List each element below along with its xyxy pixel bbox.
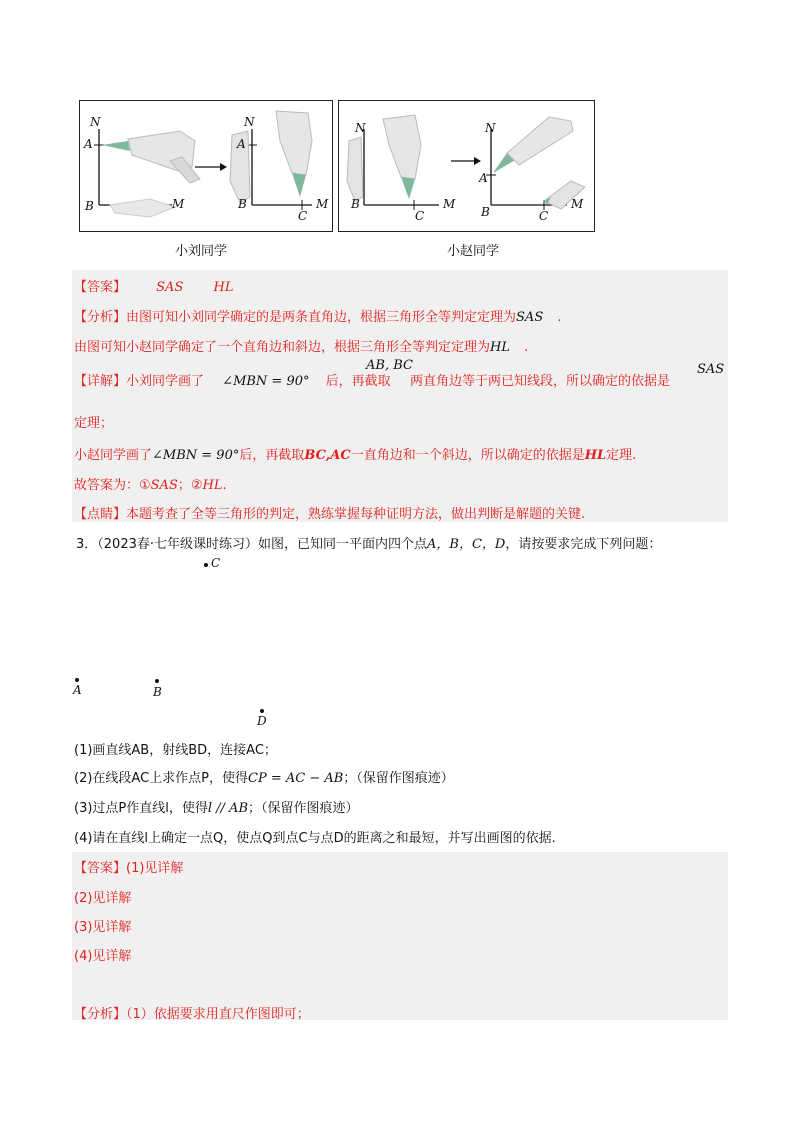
- point-C-label: C: [211, 556, 221, 570]
- label-C2: C: [298, 209, 308, 223]
- problem3-stem: [76, 533, 661, 552]
- label-B3: B: [351, 197, 360, 211]
- point-A-dot: [75, 678, 79, 682]
- q2c: ；（保留作图痕迹）: [343, 771, 454, 786]
- detail-2a: 小赵同学画了: [74, 448, 153, 463]
- point-B-label: B: [153, 685, 162, 699]
- solution3-answer-line: [74, 857, 183, 876]
- label-C3: C: [415, 209, 425, 223]
- stem-b: ，请按要求完成下列问题：: [505, 537, 662, 552]
- detail-1a: 小刘同学画了: [126, 374, 205, 389]
- detail-2e: 一直角边和一个斜边，所以确定的依据是: [350, 448, 585, 463]
- detail-line-2: [74, 444, 636, 463]
- point-C-dot: [204, 563, 208, 567]
- final-answer-line: [74, 474, 227, 493]
- point-D-label: D: [257, 714, 267, 728]
- point-D-dot: [260, 709, 264, 713]
- detail-line-1: [74, 370, 391, 389]
- label-B2: B: [238, 197, 247, 211]
- answer-2: HL: [213, 280, 234, 295]
- comment-tag: 【点睛】: [74, 507, 127, 522]
- q3a: (3)过点P作直线l，使得: [74, 801, 208, 816]
- label-M3: M: [443, 197, 456, 211]
- q2a: (2)在线段AC上求作点P，使得: [74, 771, 248, 786]
- analysis-2c: .: [524, 340, 529, 355]
- question-3: [74, 797, 359, 816]
- answer-tag: 【答案】: [74, 280, 127, 295]
- detail-1b: ∠MBN = 90°: [222, 374, 310, 389]
- label-C4: C: [539, 209, 549, 223]
- solution3-analysis-tag: 【分析】: [74, 1007, 127, 1022]
- analysis-2b: HL: [490, 340, 510, 355]
- q3c: ；（保留作图痕迹）: [248, 801, 359, 816]
- label-N4: N: [485, 121, 496, 135]
- final-c: ；②: [177, 478, 203, 493]
- analysis-1a: 由图可知小刘同学确定的是两条直角边，根据三角形全等判定定理为: [126, 310, 517, 325]
- stem-a: 3．（2023春·七年级课时练习）如图，已知同一平面内四个点: [76, 537, 427, 552]
- solution3-a1: (1)见详解: [126, 861, 184, 876]
- comment-text: 本题考查了全等三角形的判定，熟练掌握每种证明方法，做出判断是解题的关键.: [126, 507, 586, 522]
- label-N1: N: [90, 115, 101, 129]
- stem-points: A，B，C，D: [427, 537, 506, 552]
- final-d: HL: [202, 478, 223, 493]
- label-M2: M: [316, 197, 329, 211]
- answer-1: SAS: [156, 280, 184, 295]
- detail-1d: AB, BC: [366, 358, 413, 373]
- figure-xiaozhao-drawing: [339, 101, 594, 231]
- detail-1c: 后，再截取: [325, 374, 391, 389]
- detail-tag: 【详解】: [74, 374, 127, 389]
- solution3-a4: (4)见详解: [74, 949, 132, 964]
- final-e: .: [222, 478, 227, 493]
- final-a: 故答案为：①: [74, 478, 151, 493]
- analysis-2a: 由图可知小赵同学确定了一个直角边和斜边，根据三角形全等判定定理为: [74, 340, 491, 355]
- label-M1: M: [172, 197, 185, 211]
- q3b: l // AB: [207, 801, 248, 816]
- comment-line: [74, 503, 585, 522]
- analysis-1c: .: [557, 310, 562, 325]
- label-N3: N: [355, 121, 366, 135]
- detail-2c: 后，再截取: [239, 448, 305, 463]
- detail-2d: BC,AC: [304, 448, 351, 463]
- question-4: (4)请在直线l上确定一点Q，使点Q到点C与点D的距离之和最短，并写出画图的依据.: [74, 831, 556, 846]
- question-2: [74, 767, 454, 786]
- detail-2f: HL: [584, 448, 607, 463]
- caption-xiaoliu: 小刘同学: [175, 244, 228, 259]
- figure-xiaoliu: [79, 100, 333, 232]
- label-M4: M: [571, 197, 584, 211]
- solution3-analysis-text: （1）依据要求用直尺作图即可；: [126, 1007, 310, 1022]
- final-b: SAS: [150, 478, 178, 493]
- solution3-answer-tag: 【答案】: [74, 861, 127, 876]
- analysis-line-2: [74, 336, 528, 355]
- label-A4: A: [479, 171, 488, 185]
- caption-xiaozhao: 小赵同学: [447, 244, 500, 259]
- label-A2: A: [237, 137, 246, 151]
- detail-2b: ∠MBN = 90°: [152, 448, 240, 463]
- analysis-1b: SAS: [516, 310, 544, 325]
- detail-2g: 定理.: [606, 448, 637, 463]
- analysis-tag: 【分析】: [74, 310, 127, 325]
- solution3-analysis-line: [74, 1003, 310, 1022]
- figure-xiaoliu-drawing: [80, 101, 332, 231]
- solution3-a3: (3)见详解: [74, 920, 132, 935]
- solution3-a2: (2)见详解: [74, 891, 132, 906]
- point-A-label: A: [73, 683, 82, 697]
- q2b: CP = AC − AB: [248, 771, 344, 786]
- figure-xiaozhao: [338, 100, 595, 232]
- analysis-line-1: [74, 306, 562, 325]
- label-B1: B: [85, 199, 94, 213]
- label-A1: A: [84, 137, 93, 151]
- detail-1e: 两直角边等于两已知线段，所以确定的依据是: [410, 374, 671, 389]
- point-B-dot: [155, 679, 159, 683]
- solution3-panel: [72, 852, 728, 1020]
- answer-line: [74, 276, 233, 295]
- label-B4: B: [481, 205, 490, 219]
- question-1: (1)画直线AB，射线BD，连接AC；: [74, 743, 277, 758]
- detail-1g: 定理；: [74, 416, 114, 431]
- label-N2: N: [244, 115, 255, 129]
- detail-1f: SAS: [697, 362, 725, 377]
